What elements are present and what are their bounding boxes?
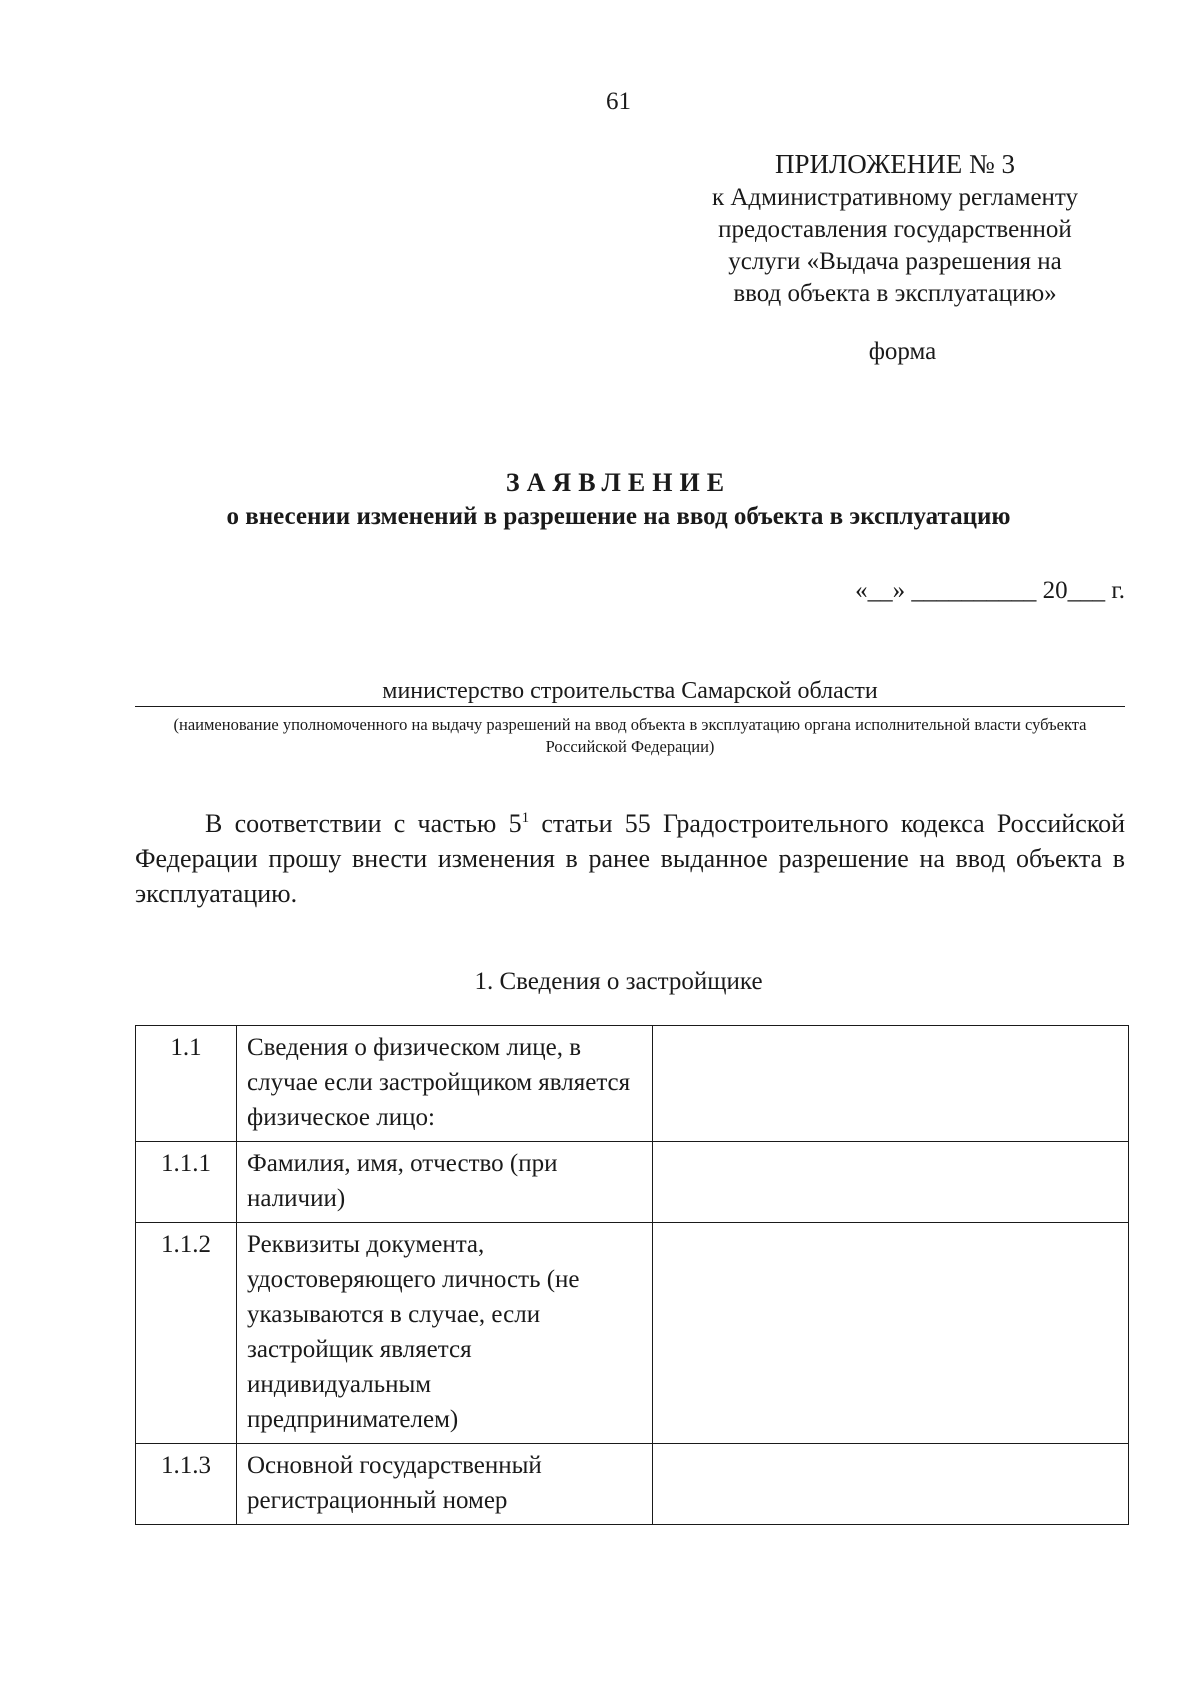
- row-value-field[interactable]: [653, 1223, 1129, 1444]
- form-label: форма: [868, 338, 937, 365]
- document-subtitle: о внесении изменений в разрешение на ввод объекта в эксплуатацию: [226, 503, 1011, 530]
- page-number: 61: [606, 88, 631, 115]
- appendix-line: к Административному регламенту: [711, 184, 1079, 211]
- row-number: 1.1.2: [136, 1223, 237, 1444]
- request-paragraph: [135, 806, 1125, 911]
- row-label: Фамилия, имя, отчество (при наличии): [237, 1142, 653, 1223]
- paragraph-text-start: В соответствии с частью 5: [205, 809, 522, 838]
- developer-info-table: [135, 1025, 1129, 1525]
- date-line: «__» __________ 20___ г.: [855, 577, 1125, 604]
- authority-caption: (наименование уполномоченного на выдачу разрешений на ввод объекта в эксплуатацию органа исполнительной власти субъекта Российской Федерации): [173, 715, 1087, 756]
- row-value-field[interactable]: [653, 1026, 1129, 1142]
- row-number: 1.1: [136, 1026, 237, 1142]
- appendix-line: предоставления государственной: [718, 216, 1072, 243]
- row-label: Основной государственный регистрационный номер: [237, 1444, 653, 1525]
- table-row: [136, 1142, 1129, 1223]
- appendix-line: услуги «Выдача разрешения на: [728, 248, 1062, 275]
- paragraph-superscript: 1: [521, 810, 530, 826]
- table-row: [136, 1026, 1129, 1142]
- row-label: Сведения о физическом лице, в случае если застройщиком является физическое лицо:: [237, 1026, 653, 1142]
- section-title: 1. Сведения о застройщике: [474, 968, 763, 995]
- appendix-block: [660, 148, 1130, 310]
- paragraph-text-end: статьи 55 Градостроительного кодекса Российской Федерации прошу внести изменения в ранее выданное разрешение на ввод объекта в эксплуатацию.: [135, 809, 1125, 908]
- row-number: 1.1.3: [136, 1444, 237, 1525]
- row-value-field[interactable]: [653, 1444, 1129, 1525]
- authority-name: министерство строительства Самарской области: [135, 678, 1125, 707]
- document-title: ЗАЯВЛЕНИЕ: [505, 468, 732, 497]
- row-number: 1.1.1: [136, 1142, 237, 1223]
- table-row: [136, 1444, 1129, 1525]
- table-row: [136, 1223, 1129, 1444]
- appendix-heading: ПРИЛОЖЕНИЕ № 3: [774, 149, 1016, 179]
- row-value-field[interactable]: [653, 1142, 1129, 1223]
- row-label: Реквизиты документа, удостоверяющего личность (не указываются в случае, если застройщик является индивидуальным предпринимателем): [237, 1223, 653, 1444]
- appendix-line: ввод объекта в эксплуатацию»: [733, 280, 1057, 307]
